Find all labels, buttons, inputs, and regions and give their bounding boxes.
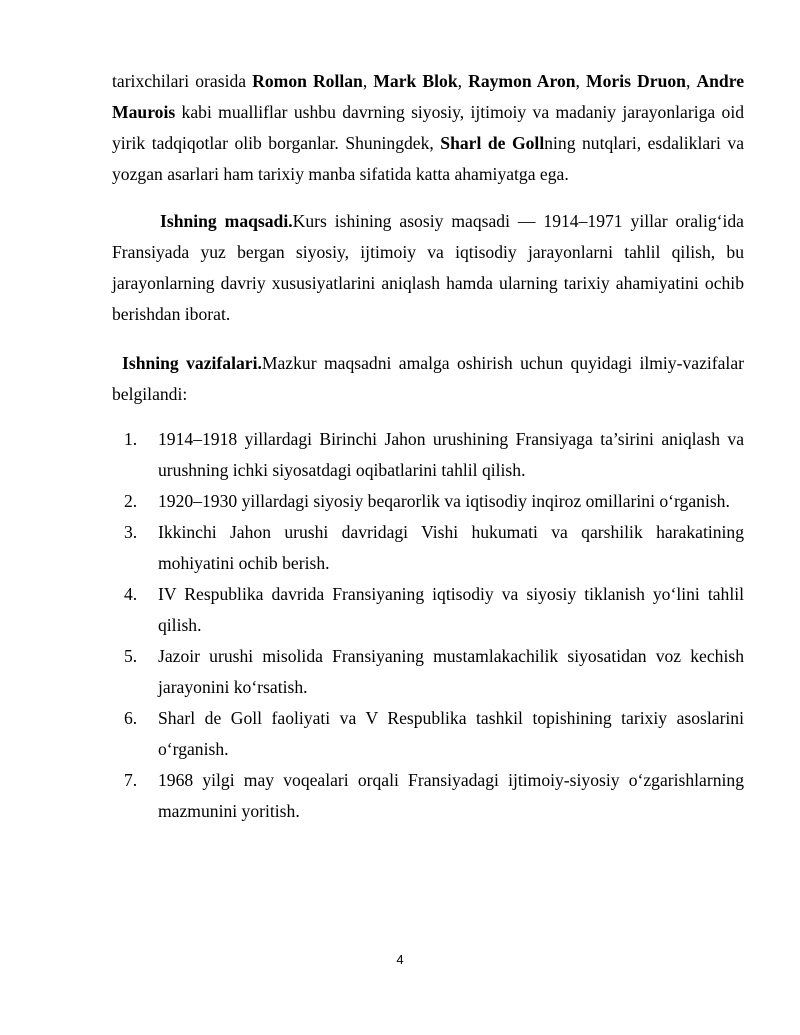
list-item [112, 579, 744, 641]
list-item-number: 1. [124, 429, 138, 449]
list-item-text: IV Respublika davrida Fransiyaning iqtisodiy va siyosiy tiklanish yo‘lini tahlil qilish. [158, 584, 744, 635]
text-span: tarixchilari orasida [112, 71, 253, 91]
list-item-number: 6. [124, 708, 138, 728]
list-item-text: Ikkinchi Jahon urushi davridagi Vishi hukumati va qarshilik harakatining mohiyatini ochib berish. [158, 522, 744, 573]
list-item [112, 703, 744, 765]
list-item-text: Sharl de Goll faoliyati va V Respublika tashkil topishining tarixiy asoslarini o‘rganish. [158, 708, 744, 759]
text-span: , [575, 71, 587, 91]
tasks-list [112, 424, 744, 827]
list-item-text: 1914–1918 yillardagi Birinchi Jahon urushining Fransiyaga ta’sirini aniqlash va urushning ichki siyosatdagi oqibatlarini tahlil qilish. [158, 429, 744, 480]
list-item [112, 641, 744, 703]
text-span: kabi mualliflar ushbu davrning siyosiy, ijtimoiy va madaniy jarayonlariga oid yirik tadqiqotlar olib borganlar. Shuningdek, [112, 102, 744, 153]
list-item-number: 3. [124, 522, 138, 542]
author-name: Romon Rollan [252, 71, 363, 91]
text-span: , [457, 71, 469, 91]
intro-paragraph [112, 66, 744, 190]
list-item [112, 486, 744, 517]
text-span: , [362, 71, 374, 91]
author-name: Sharl de Goll [440, 133, 545, 153]
page-number: 4 [396, 952, 404, 967]
list-item-text: 1968 yilgi may voqealari orqali Fransiyadagi ijtimoiy-siyosiy o‘zgarishlarning mazmunini yoritish. [158, 770, 744, 821]
text-span: , [685, 71, 697, 91]
author-name: Moris Druon [586, 71, 686, 91]
list-item-number: 4. [124, 584, 138, 604]
author-name: Mark Blok [373, 71, 458, 91]
list-item-text: 1920–1930 yillardagi siyosiy beqarorlik va iqtisodiy inqiroz omillarini o‘rganish. [158, 491, 730, 511]
goal-heading: Ishning maqsadi. [160, 211, 293, 231]
tasks-text: Mazkur maqsadni amalga oshirish uchun quyidagi ilmiy-vazifalar belgilandi: [112, 353, 744, 404]
goal-text: Kurs ishining asosiy maqsadi — 1914–1971 yillar oralig‘ida Fransiyada yuz bergan siyosiy, ijtimoiy va iqtisodiy jarayonlarni tahlil qilish, bu jarayonlarning davriy xususiyatlarini aniqlash hamda ularning tarixiy ahamiyatini ochib berishdan iborat. [112, 211, 744, 324]
document-page [112, 66, 744, 827]
list-item-text: Jazoir urushi misolida Fransiyaning mustamlakachilik siyosatidan voz kechish jarayonini ko‘rsatish. [158, 646, 744, 697]
list-item-number: 2. [124, 491, 138, 511]
goal-paragraph [112, 206, 744, 330]
tasks-paragraph [112, 348, 744, 410]
list-item-number: 7. [124, 770, 138, 790]
author-name: Raymon Aron [468, 71, 576, 91]
tasks-heading: Ishning vazifalari. [122, 353, 262, 373]
list-item [112, 424, 744, 486]
author-name: Andre Maurois [112, 71, 745, 122]
list-item [112, 765, 744, 827]
list-item [112, 517, 744, 579]
text-span: ning nutqlari, esdaliklari va yozgan asarlari ham tarixiy manba sifatida katta ahamiyatga ega. [112, 133, 744, 184]
list-item-number: 5. [124, 646, 138, 666]
